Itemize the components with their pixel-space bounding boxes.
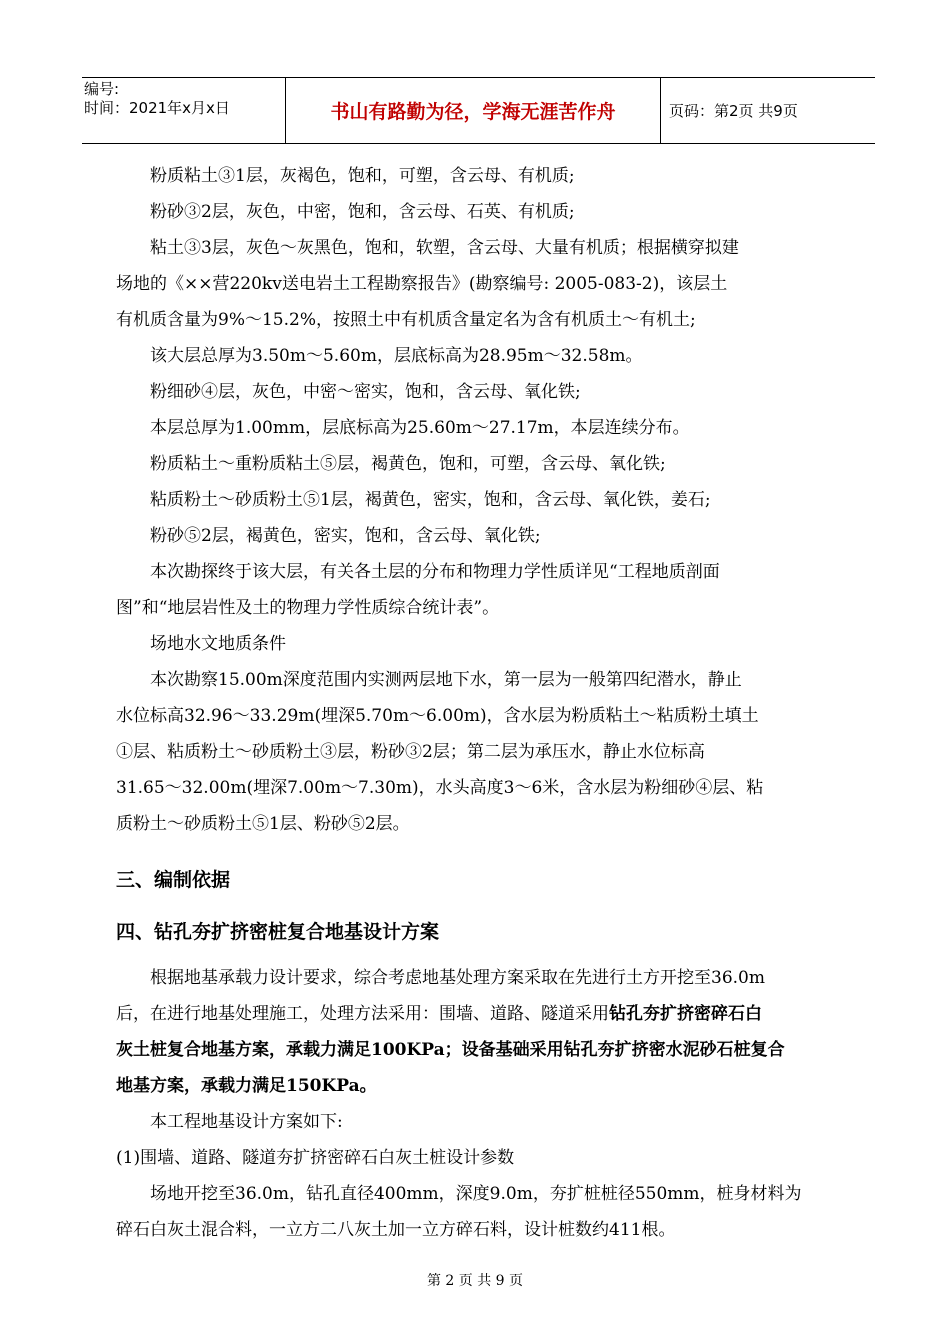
paragraph: 本工程地基设计方案如下: — [150, 1112, 343, 1132]
paragraph: 粉质粘土～重粉质粘土⑤层，褐黄色，饱和，可塑，含云母、氧化铁; — [150, 454, 666, 474]
paragraph: 场地开挖至36.0m，钻孔直径400mm，深度9.0m，夯扩桩桩径550mm，桩身材料为 — [150, 1184, 802, 1204]
text-run: 后，在进行地基处理施工，处理方法采用：围墙、道路、隧道采用 — [116, 1004, 609, 1024]
header-meta — [82, 78, 286, 143]
paragraph: 粉质粘土③1层，灰褐色，饱和，可塑，含云母、有机质; — [150, 166, 575, 186]
paragraph: 场地水文地质条件 — [150, 634, 286, 654]
section-heading-3: 三、编制依据 — [116, 869, 231, 891]
paragraph-line — [116, 996, 851, 1032]
paragraph-line: 场地的《××营220kv送电岩土工程勘察报告》(勘察编号: 2005-083-2)，该层土 — [116, 274, 728, 294]
page-footer: 第 2 页 共 9 页 — [426, 1273, 524, 1289]
paragraph-line: 有机质含量为9%～15.2%，按照土中有机质含量定名为含有机质土～有机土; — [116, 310, 696, 330]
section-heading-4: 四、钻孔夯扩挤密桩复合地基设计方案 — [116, 921, 440, 943]
paragraph-line: 图”和“地层岩性及土的物理力学性质综合统计表”。 — [116, 598, 500, 618]
header-page-label: 页码：第2页 共9页 — [669, 102, 798, 120]
paragraph-line: 31.65～32.00m(埋深7.00m～7.30m)，水头高度3～6米，含水层为粉细砂④层、粘 — [116, 778, 764, 798]
paragraph-line: ①层、粘质粉土～砂质粉土③层，粉砂③2层；第二层为承压水，静止水位标高 — [116, 742, 705, 762]
time-label: 时间：2021年x月x日 — [84, 99, 230, 117]
header-motto: 书山有路勤为径，学海无涯苦作舟 — [286, 78, 661, 143]
paragraph-line: 质粉土～砂质粉土⑤1层、粉砂⑤2层。 — [116, 814, 410, 834]
paragraph: 粉砂③2层，灰色，中密，饱和，含云母、石英、有机质; — [150, 202, 575, 222]
bold-paragraph-line: 灰土桩复合地基方案，承载力满足100KPa；设备基础采用钻孔夯扩挤密水泥砂石桩复合 — [116, 1040, 785, 1060]
paragraph: 粉砂⑤2层，褐黄色，密实，饱和，含云母、氧化铁; — [150, 526, 541, 546]
paragraph: 根据地基承载力设计要求，综合考虑地基处理方案采取在先进行土方开挖至36.0m — [150, 968, 765, 988]
paragraph-line: (1)围墙、道路、隧道夯扩挤密碎石白灰土桩设计参数 — [116, 1148, 515, 1168]
paragraph: 该大层总厚为3.50m～5.60m，层底标高为28.95m～32.58m。 — [150, 346, 643, 366]
paragraph: 粉细砂④层，灰色，中密～密实，饱和，含云母、氧化铁; — [150, 382, 581, 402]
bold-text-run: 钻孔夯扩挤密碎石白 — [609, 1004, 762, 1024]
paragraph: 粘土③3层，灰色～灰黑色，饱和，软塑，含云母、大量有机质；根据横穿拟建 — [150, 238, 739, 258]
paragraph: 本层总厚为1.00mm，层底标高为25.60m～27.17m，本层连续分布。 — [150, 418, 690, 438]
paragraph: 本次勘察15.00m深度范围内实测两层地下水，第一层为一般第四纪潜水，静止 — [150, 670, 742, 690]
document-body — [116, 158, 851, 1248]
number-label: 编号: — [84, 80, 120, 98]
paragraph-line: 水位标高32.96～33.29m(埋深5.70m～6.00m)，含水层为粉质粘土～粘质粉土填土 — [116, 706, 759, 726]
page-header — [82, 77, 875, 144]
paragraph: 本次勘探终于该大层，有关各土层的分布和物理力学性质详见“工程地质剖面 — [150, 562, 720, 582]
paragraph: 粘质粉土～砂质粉土⑤1层，褐黄色，密实，饱和，含云母、氧化铁，姜石; — [150, 490, 711, 510]
section-4-body — [116, 960, 851, 1248]
paragraph-line: 碎石白灰土混合料，一立方二八灰土加一立方碎石料，设计桩数约411根。 — [116, 1220, 676, 1240]
bold-paragraph-line: 地基方案，承载力满足150KPa。 — [116, 1076, 377, 1096]
